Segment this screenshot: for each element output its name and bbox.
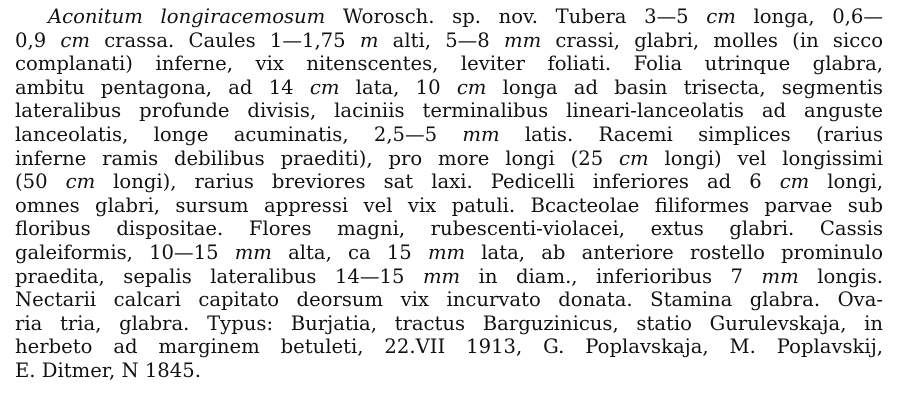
text-segment: 0,9 bbox=[15, 28, 61, 52]
italic-text-segment: mm bbox=[462, 123, 500, 146]
text-line bbox=[15, 147, 883, 171]
italic-text-segment: mm bbox=[761, 264, 799, 288]
text-segment: lata, ab anteriore rostello prominulo bbox=[465, 241, 883, 264]
text-segment: lanceolatis, longe acuminatis, 2,5—5 bbox=[15, 123, 463, 146]
text-segment: Nectarii calcari capitato deorsum vix incurvato donata. Stamina glabra. Ova- bbox=[15, 288, 883, 312]
text-segment: longi, bbox=[809, 170, 883, 194]
text-segment: longi), rarius breviores sat laxi. Pedicelli inferiores ad 6 bbox=[95, 170, 780, 194]
text-segment: longa, 0,6— bbox=[735, 5, 883, 28]
italic-text-segment: cm bbox=[619, 146, 649, 170]
text-segment: inferne ramis debilibus praediti), pro more longi (25 bbox=[15, 146, 620, 170]
italic-text-segment: cm bbox=[779, 170, 810, 194]
text-segment: crassa. Caules 1—1,75 bbox=[89, 28, 360, 52]
text-line bbox=[15, 359, 883, 383]
italic-text-segment: mm bbox=[427, 241, 466, 264]
text-segment: longis. bbox=[798, 264, 883, 288]
text-segment: herbeto ad marginem betuleti, 22.VII 1913, G. Poplavskaja, M. Poplavskij, bbox=[15, 335, 883, 359]
text-segment: alti, 5—8 bbox=[378, 28, 504, 52]
italic-text-segment: cm bbox=[706, 5, 736, 28]
text-segment: (50 bbox=[15, 170, 66, 194]
text-segment: Worosch. sp. nov. Tubera 3—5 bbox=[325, 5, 707, 28]
text-segment: complanati) inferne, vix nitenscentes, leviter foliati. Folia utrinque glabra, bbox=[15, 52, 883, 76]
text-line bbox=[15, 52, 883, 76]
text-line bbox=[15, 241, 883, 265]
italic-text-segment: cm bbox=[60, 28, 90, 52]
italic-text-segment: cm bbox=[309, 75, 340, 99]
text-segment: longi) vel longissimi bbox=[648, 146, 883, 170]
italic-text-segment: mm bbox=[234, 241, 272, 264]
text-line bbox=[15, 194, 883, 218]
text-line bbox=[15, 217, 883, 241]
text-segment: crassi, glabri, molles (in sicco bbox=[541, 28, 883, 52]
text-line bbox=[15, 123, 883, 147]
text-line bbox=[48, 5, 883, 29]
text-line bbox=[15, 288, 883, 312]
text-line bbox=[15, 170, 883, 194]
text-segment: lata, 10 bbox=[339, 75, 457, 99]
text-segment: ambitu pentagona, ad 14 bbox=[15, 75, 310, 99]
text-line bbox=[15, 99, 883, 123]
italic-text-segment: cm bbox=[65, 170, 96, 194]
text-segment: latis. Racemi simplices (rarius bbox=[499, 123, 883, 146]
text-segment: galeiformis, 10—15 bbox=[15, 241, 235, 264]
text-line bbox=[15, 312, 883, 336]
text-segment: floribus dispositae. Flores magni, rubescenti-violacei, extus glabri. Cassis bbox=[15, 217, 883, 241]
text-line bbox=[15, 76, 883, 100]
text-segment: longa ad basin trisecta, segmentis bbox=[486, 75, 883, 99]
text-line bbox=[15, 335, 883, 359]
text-line bbox=[15, 265, 883, 289]
text-segment: in diam., inferioribus 7 bbox=[460, 264, 762, 288]
text-segment: ria tria, glabra. Typus: Burjatia, tractus Barguzinicus, statio Gurulevskaja, in bbox=[15, 311, 883, 335]
text-segment: lateralibus profunde divisis, laciniis terminalibus lineari-lanceolatis ad anguste bbox=[15, 99, 883, 123]
italic-text-segment: mm bbox=[503, 28, 542, 52]
text-segment: E. Ditmer, N 1845. bbox=[15, 359, 201, 382]
italic-text-segment: cm bbox=[456, 75, 487, 99]
italic-text-segment: Aconitum longiracemosum bbox=[48, 5, 326, 28]
italic-text-segment: mm bbox=[422, 264, 461, 288]
italic-text-segment: m bbox=[359, 28, 379, 52]
text-segment: alta, ca 15 bbox=[271, 241, 428, 264]
text-segment: omnes glabri, sursum appressi vel vix patuli. Bcacteolae filiformes parvae sub bbox=[15, 193, 883, 217]
text-segment: praedita, sepalis lateralibus 14—15 bbox=[15, 264, 423, 288]
text-line bbox=[15, 29, 883, 53]
